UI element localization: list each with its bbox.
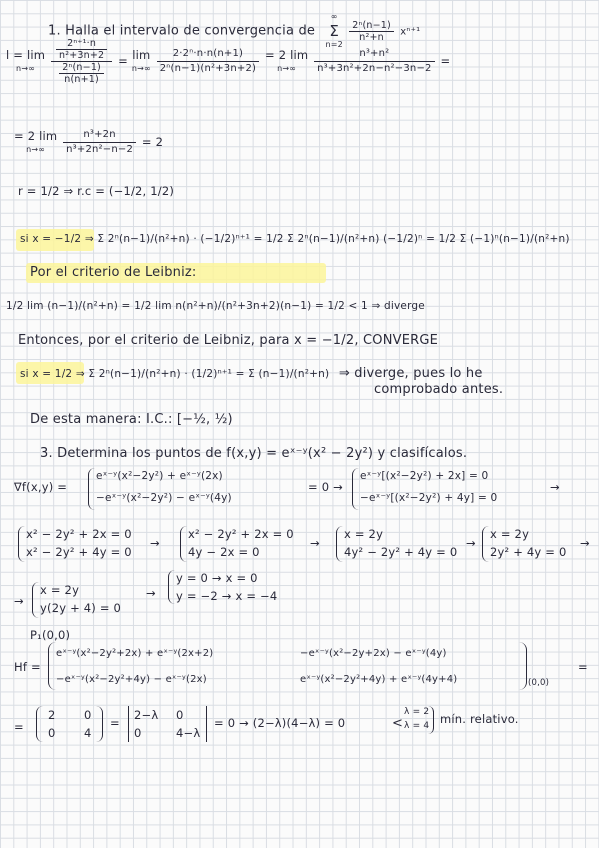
radius-line: r = 1/2 ⇒ r.c = (−1/2, 1/2) xyxy=(18,184,175,198)
hessian-h11: eˣ⁻ʸ(x²−2y²+2x) + eˣ⁻ʸ(2x+2) xyxy=(56,648,214,659)
gradient-sys-row2: −eˣ⁻ʸ[(x²−2y²) + 4y] = 0 xyxy=(360,492,498,504)
hessian-lhs: Hf = xyxy=(14,660,41,674)
sys-arrow-4: → xyxy=(580,536,590,550)
sys-arrow-5: → xyxy=(14,594,24,608)
sys1-row2: x² − 2y² + 4y = 0 xyxy=(26,545,132,559)
m21: 0 xyxy=(48,726,56,740)
sys1-brace xyxy=(18,526,25,562)
sys-arrow-3: → xyxy=(466,536,476,550)
sys2-brace xyxy=(180,526,187,562)
matrix-eq: = xyxy=(14,720,24,734)
sys3-row2: 4y² − 2y² + 4y = 0 xyxy=(344,545,458,559)
hessian-eq: = xyxy=(578,660,588,674)
sys2-row2: 4y − 2x = 0 xyxy=(188,545,260,559)
det-eq: = xyxy=(110,716,120,730)
sys6-row2: y = −2 → x = −4 xyxy=(176,589,278,603)
m12: 0 xyxy=(84,708,92,722)
limit-ratio-line: l = lim n→∞ $\frac{\frac{\text{2ⁿ⁺¹·n}}{\text{n²+3n+2}}}{\frac{\text{2ⁿ(n−1)}}{n(n+1)}}$ = lim n→∞ $\frac{\text{2·2ⁿ·n·n(n+1)}}{\text{2ⁿ(n−1)(n²+3n+2)}}$ = 2 lim n→∞ $\frac{\text{n³+n²}}{\text{n³+3n²+2n−n²−3n−2}}$ = xyxy=(6,38,451,85)
lambda-split: < xyxy=(392,716,404,731)
hessian-close xyxy=(518,642,527,690)
critical-point-p1: P₁(0,0) xyxy=(30,628,71,642)
sys1-row1: x² − 2y² + 2x = 0 xyxy=(26,527,132,541)
sys5-brace xyxy=(32,582,39,618)
hessian-h22: eˣ⁻ʸ(x²−2y²+4y) + eˣ⁻ʸ(4y+4) xyxy=(300,674,458,685)
gradient-brace xyxy=(88,468,95,510)
matrix-open xyxy=(36,706,43,742)
classification-result: mín. relativo. xyxy=(440,712,519,726)
det-bar-left xyxy=(128,706,129,742)
det-equation: = 0 → (2−λ)(4−λ) = 0 xyxy=(214,716,346,730)
gradient-arrow: → xyxy=(550,480,560,494)
m22: 4 xyxy=(84,726,92,740)
conclusion-line: De esta manera: I.C.: [−½, ½) xyxy=(30,412,233,427)
leibniz-heading: Por el criterio de Leibniz: xyxy=(30,265,197,280)
d22: 4−λ xyxy=(176,726,201,740)
sys6-row1: y = 0 → x = 0 xyxy=(176,571,258,585)
endpoint-left-line: si x = −1/2 ⇒ Σ 2ⁿ(n−1)/(n²+n) · (−1/2)ⁿ⁺¹ = 1/2 Σ 2ⁿ(n−1)/(n²+n) (−1/2)ⁿ = 1/2 Σ (−1)ⁿ(n−1)/(n²+n) xyxy=(20,233,570,245)
endpoint-right-line: si x = 1/2 ⇒ Σ 2ⁿ(n−1)/(n²+n) · (1/2)ⁿ⁺¹ = Σ (n−1)/(n²+n) ⇒ diverge, pues lo he xyxy=(20,366,483,381)
lambda-brace xyxy=(428,706,434,734)
lambda2: λ = 4 xyxy=(404,721,430,731)
sys5-row2: y(2y + 4) = 0 xyxy=(40,601,122,615)
problem3-title: 3. Determina los puntos de f(x,y) = eˣ⁻ʸ(x² − 2y²) y clasifícalos. xyxy=(40,446,468,461)
sys5-row1: x = 2y xyxy=(40,583,80,597)
lambda1: λ = 2 xyxy=(404,707,430,717)
sys-arrow-2: → xyxy=(310,536,320,550)
sys4-brace xyxy=(482,526,489,562)
det-bar-right xyxy=(206,706,207,742)
sys-arrow-1: → xyxy=(150,536,160,550)
gradient-row2: −eˣ⁻ʸ(x²−2y²) − eˣ⁻ʸ(4y) xyxy=(96,492,232,504)
series-term: $\frac{\text{2ⁿ(n−1)}}{\text{n²+n}}$ xyxy=(349,20,394,43)
leibniz-limit-line: 1/2 lim (n−1)/(n²+n) = 1/2 lim n(n²+n)/(n²+3n+2)(n−1) = 1/2 < 1 ⇒ diverge xyxy=(6,300,425,312)
gradient-mid: = 0 → xyxy=(308,480,343,494)
gradient-sys-row1: eˣ⁻ʸ[(x²−2y²) + 2x] = 0 xyxy=(360,470,489,482)
sys3-brace xyxy=(336,526,343,562)
d12: 0 xyxy=(176,708,184,722)
gradient-brace2 xyxy=(352,468,359,510)
endpoint-right-tail: comprobado antes. xyxy=(374,382,504,397)
problem1-title: 1. Halla el intervalo de convergencia de ∞ Σ n=2 $\frac{\text{2ⁿ(n−1)}}{\text{n²+n}}$ xⁿ⁺¹ xyxy=(48,12,421,49)
d21: 0 xyxy=(134,726,142,740)
d11: 2−λ xyxy=(134,708,159,722)
matrix-close xyxy=(96,706,103,742)
sys6-brace xyxy=(168,570,175,604)
entonces-line: Entonces, por el criterio de Leibniz, para x = −1/2, CONVERGE xyxy=(18,333,439,348)
sys2-row1: x² − 2y² + 2x = 0 xyxy=(188,527,294,541)
sys-arrow-6: → xyxy=(146,586,156,600)
limit-simplified-line: = 2 lim n→∞ $\frac{\text{n³+2n}}{\text{n³+2n²−n−2}}$ = 2 xyxy=(14,128,164,155)
sys3-row1: x = 2y xyxy=(344,527,384,541)
sys4-row1: x = 2y xyxy=(490,527,530,541)
m11: 2 xyxy=(48,708,56,722)
gradient-lhs: ∇f(x,y) = xyxy=(14,480,68,494)
hessian-h21: −eˣ⁻ʸ(x²−2y²+4y) − eˣ⁻ʸ(2x) xyxy=(56,674,207,685)
hessian-eval-point: (0,0) xyxy=(528,678,550,688)
sys4-row2: 2y² + 4y = 0 xyxy=(490,545,567,559)
hessian-h12: −eˣ⁻ʸ(x²−2y+2x) − eˣ⁻ʸ(4y) xyxy=(300,648,447,659)
gradient-row1: eˣ⁻ʸ(x²−2y²) + eˣ⁻ʸ(2x) xyxy=(96,470,223,482)
